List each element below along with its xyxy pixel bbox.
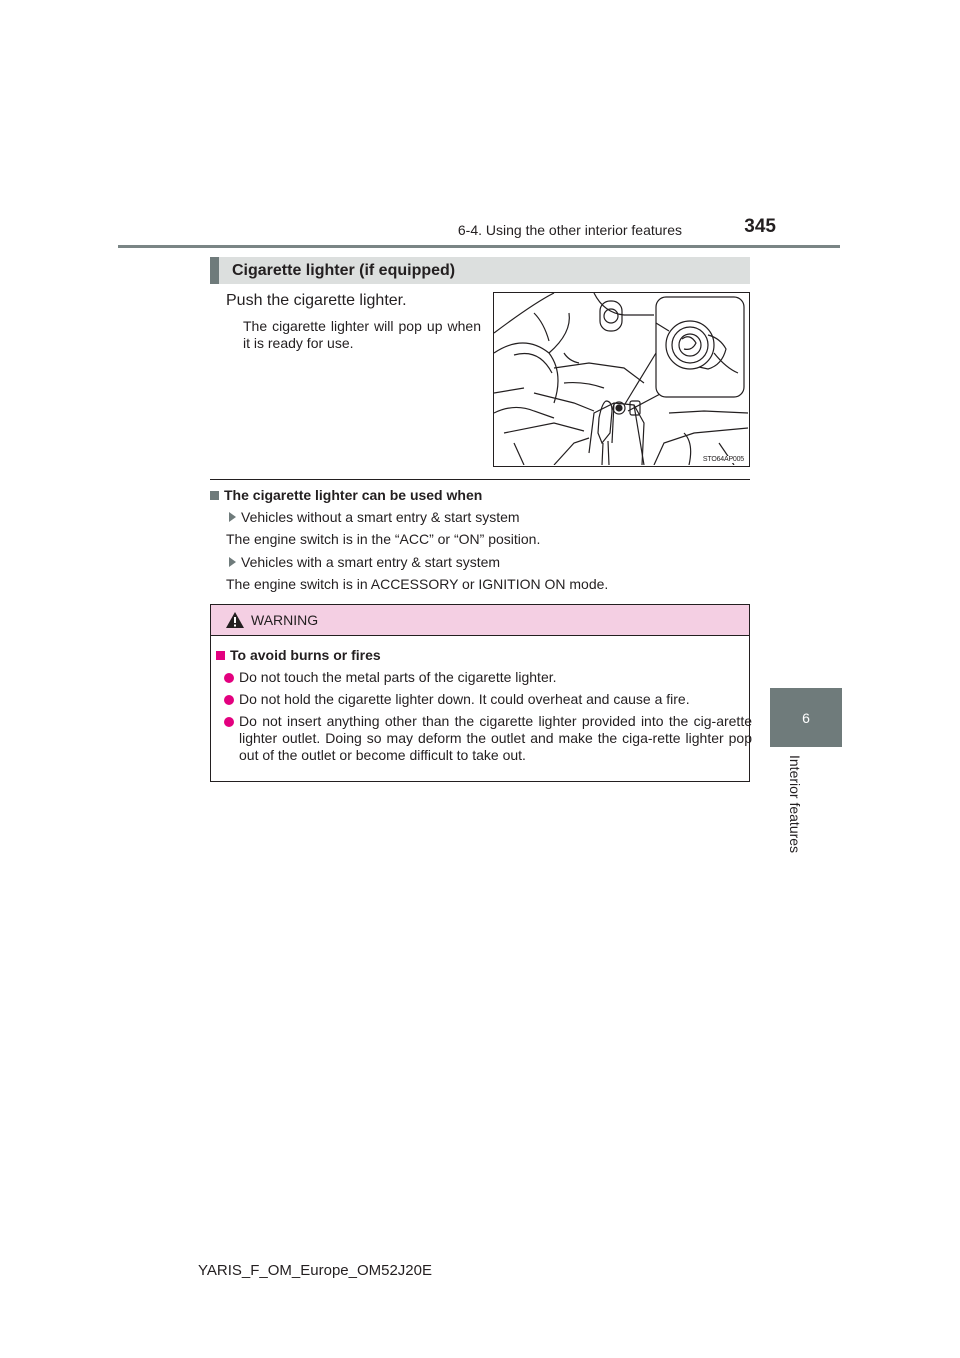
step-instruction: Push the cigarette lighter. <box>226 292 407 309</box>
warning-box <box>210 604 750 782</box>
step-note: The cigarette lighter will pop up when it is ready for use. <box>243 318 481 351</box>
chapter-number: 6 <box>802 709 810 726</box>
warning-subheading: To avoid burns or fires <box>216 647 381 663</box>
warning-bullet: Do not insert anything other than the cigarette lighter provided into the cig-arette lighter outlet. Doing so may deform the outlet and make the ciga-rette lighter pop out of the outlet or become difficult to take out. <box>224 713 752 764</box>
cigarette-lighter-illustration <box>493 292 750 467</box>
bullet-dot-icon <box>224 717 234 727</box>
bullet-dot-icon <box>224 695 234 705</box>
warning-bullet: Do not touch the metal parts of the cigarette lighter. <box>224 669 752 686</box>
bullet-dot-icon <box>224 673 234 683</box>
warning-bullet: Do not hold the cigarette lighter down. It could overheat and cause a fire. <box>224 691 752 708</box>
warning-title: WARNING <box>251 612 319 628</box>
condition-with-smart-entry: Vehicles with a smart entry & start system <box>229 554 749 570</box>
dashboard-drawing <box>494 293 748 465</box>
condition-text-1: The engine switch is in the “ACC” or “ON” position. <box>226 531 541 547</box>
warning-triangle-icon <box>225 611 245 629</box>
usage-heading: The cigarette lighter can be used when <box>210 487 750 503</box>
square-bullet-icon <box>210 491 219 500</box>
square-bullet-icon <box>216 651 225 660</box>
header-rule <box>118 245 840 248</box>
section-heading: Cigarette lighter (if equipped) <box>210 257 750 284</box>
triangle-bullet-icon <box>229 512 236 522</box>
chapter-tab <box>770 688 842 747</box>
document-id-footer: YARIS_F_OM_Europe_OM52J20E <box>198 1262 433 1279</box>
image-code: STO64AP005 <box>702 456 744 463</box>
warning-header <box>211 605 749 636</box>
section-divider <box>210 479 750 480</box>
condition-text-2: The engine switch is in ACCESSORY or IGNITION ON mode. <box>226 576 609 592</box>
triangle-bullet-icon <box>229 557 236 567</box>
chapter-label: Interior features <box>787 755 803 854</box>
page-number: 345 <box>744 216 776 237</box>
header-section-title: 6-4. Using the other interior features <box>457 222 682 238</box>
condition-without-smart-entry: Vehicles without a smart entry & start system <box>229 509 749 525</box>
